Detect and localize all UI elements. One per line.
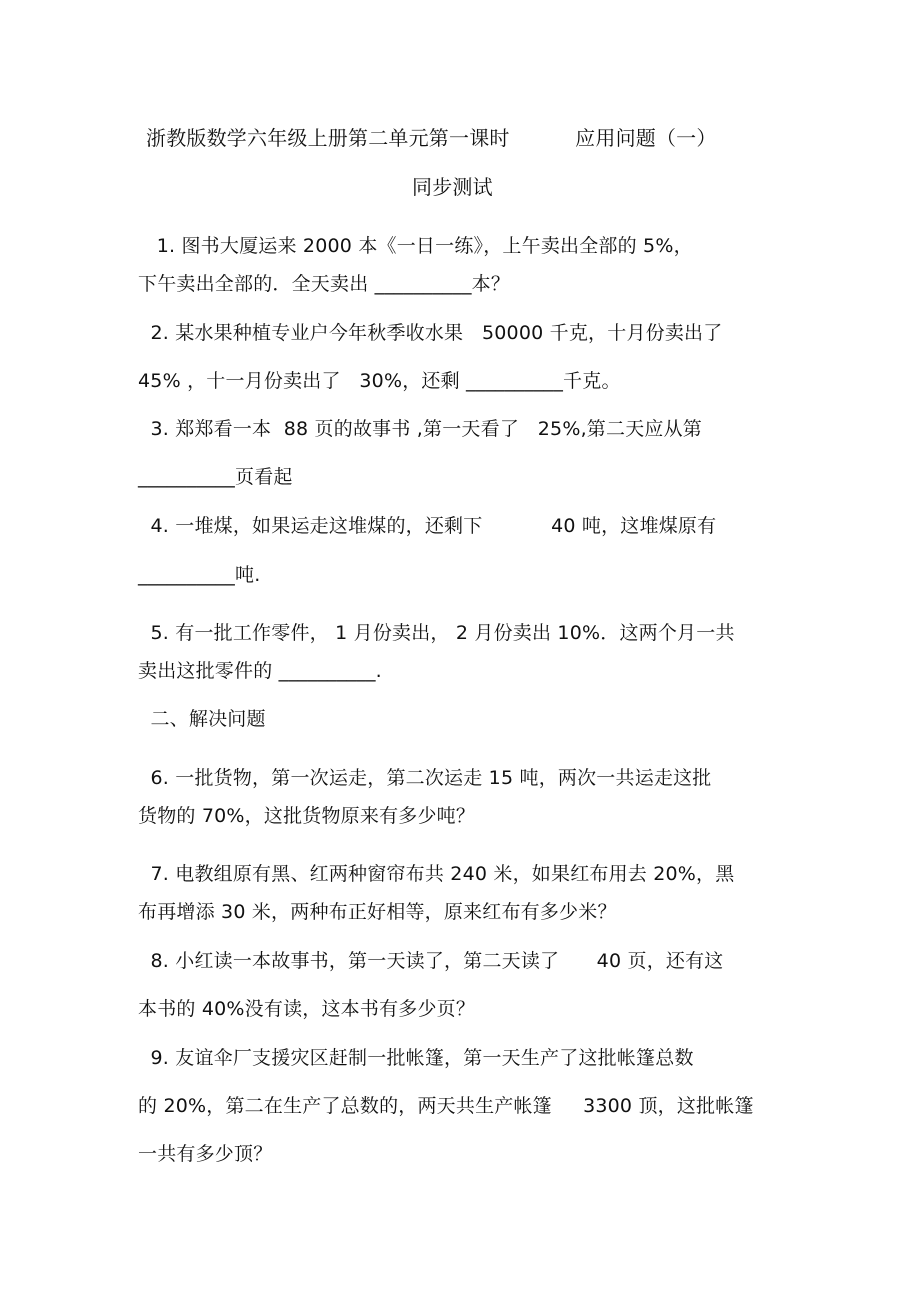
problem-7-line-2: 布再增添 30 米，两种布正好相等，原来红布有多少米？ [138,901,617,923]
section-2-heading: 二、解决问题 [138,708,266,730]
problem-6-line-2: 货物的 70%，这批货物原来有多少吨？ [138,805,476,827]
question-3-line-2: __________页看起 [138,466,293,488]
title-line-1: 浙教版数学六年级上册第二单元第一课时 应用问题（一） [146,126,717,150]
question-4-line-2: __________吨. [138,564,261,586]
question-4-line-1: 4. 一堆煤，如果运走这堆煤的，还剩下 40 吨，这堆煤原有 [138,515,717,537]
problem-9-line-3: 一共有多少顶？ [138,1143,273,1165]
question-2-line-2: 45% ，十一月份卖出了 30%，还剩 __________千克。 [138,370,621,392]
title-line-2: 同步测试 [412,175,493,199]
question-5-line-2: 卖出这批零件的 __________. [138,660,382,682]
problem-8-line-1: 8. 小红读一本故事书，第一天读了，第二天读了 40 页，还有这 [138,950,724,972]
question-3-line-1: 3. 郑郑看一本 88 页的故事书 ,第一天看了 25%,第二天应从第 [138,418,703,440]
question-5-line-1: 5. 有一批工作零件， 1 月份卖出， 2 月份卖出 10%．这两个月一共 [138,622,735,644]
problem-8-line-2: 本书的 40%没有读，这本书有多少页？ [138,998,476,1020]
question-1-line-1: 1. 图书大厦运来 2000 本《一日一练》，上午卖出全部的 5%， [138,235,693,257]
question-1-line-2: 下午卖出全部的．全天卖出 __________本？ [138,273,511,295]
problem-9-line-1: 9. 友谊伞厂支援灾区赶制一批帐篷，第一天生产了这批帐篷总数 [138,1047,694,1069]
problem-7-line-1: 7. 电教组原有黑、红两种窗帘布共 240 米，如果红布用去 20%，黑 [138,863,735,885]
problem-9-line-2: 的 20%，第二在生产了总数的，两天共生产帐篷 3300 顶，这批帐篷 [138,1095,754,1117]
question-2-line-1: 2. 某水果种植专业户今年秋季收水果 50000 千克，十月份卖出了 [138,322,723,344]
problem-6-line-1: 6. 一批货物，第一次运走，第二次运走 15 吨，两次一共运走这批 [138,767,712,789]
